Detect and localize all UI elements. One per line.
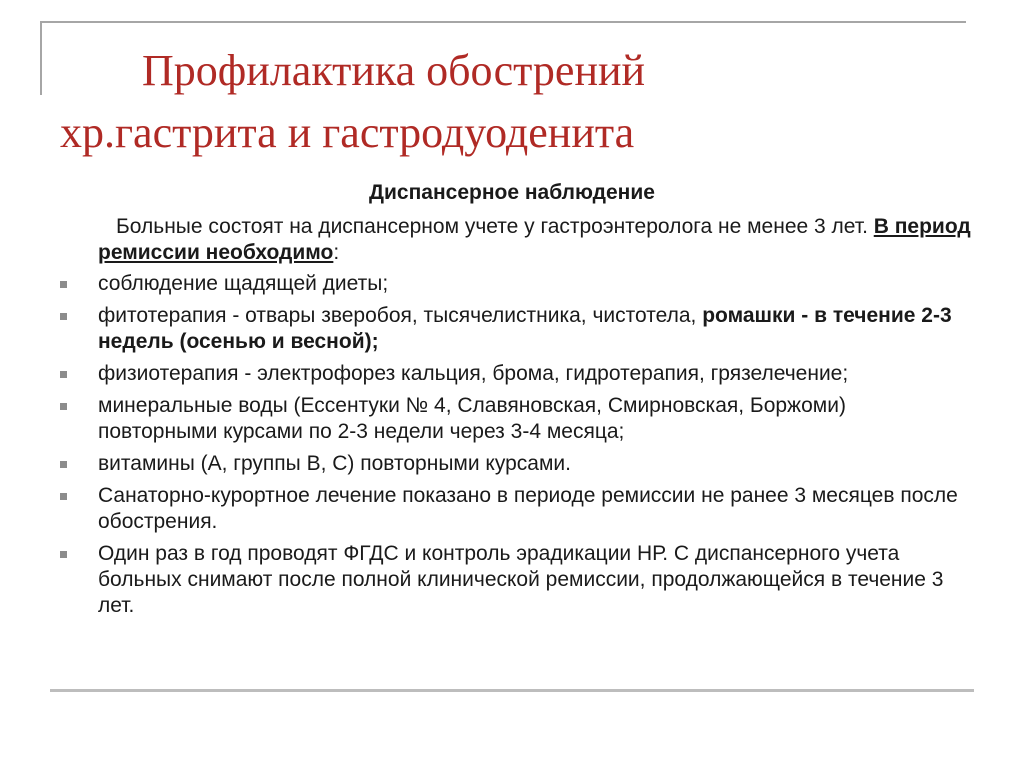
list-item-text: соблюдение щадящей диеты;: [98, 272, 389, 295]
intro-paragraph: [98, 214, 978, 266]
list-item: [0, 303, 958, 355]
recommendation-list: [0, 271, 1024, 625]
list-item: [0, 271, 958, 297]
list-item-text: витамины (А, группы В, С) повторными курсами.: [98, 452, 571, 475]
bullet-icon: [60, 313, 67, 320]
list-item-text: Один раз в год проводят ФГДС и контроль эрадикации НР. С диспансерного учета больных снимают после полной клинической ремиссии, продолжающейся в течение 3 лет.: [98, 542, 944, 617]
bullet-icon: [60, 461, 67, 468]
intro-suffix: :: [333, 241, 340, 264]
slide-frame-top-rule: [40, 21, 966, 23]
slide-bottom-rule: [50, 689, 974, 692]
slide-title-line2: хр.гастрита и гастродуоденита: [60, 108, 635, 157]
bullet-icon: [60, 551, 67, 558]
list-item-bold-text: ромашки - в течение 2-3 недель (осенью и весной);: [98, 304, 952, 353]
bullet-icon: [60, 493, 67, 500]
intro-emphasis: В период ремиссии необходимо: [98, 215, 971, 264]
slide-title: [60, 40, 960, 164]
list-item-text: Санаторно-курортное лечение показано в периоде ремиссии не ранее 3 месяцев после обострения.: [98, 484, 958, 533]
list-item-text: минеральные воды (Ессентуки № 4, Славяновская, Смирновская, Боржоми) повторными курсами по 2-3 недели через 3-4 месяца;: [98, 394, 846, 443]
list-item: [0, 483, 958, 535]
list-item: [0, 451, 958, 477]
slide-title-line1: Профилактика обострений: [142, 46, 646, 95]
list-item: [0, 361, 958, 387]
bullet-icon: [60, 281, 67, 288]
list-item-text: физиотерапия - электрофорез кальция, брома, гидротерапия, грязелечение;: [98, 362, 849, 385]
bullet-icon: [60, 371, 67, 378]
intro-text: Больные состоят на диспансерном учете у гастроэнтеролога не менее 3 лет.: [116, 215, 874, 238]
list-item-text: фитотерапия - отвары зверобоя, тысячелистника, чистотела,: [98, 304, 703, 327]
section-heading: Диспансерное наблюдение: [369, 181, 655, 204]
slide-frame-left-rule: [40, 21, 42, 95]
list-item: [0, 541, 958, 619]
bullet-icon: [60, 403, 67, 410]
list-item: [0, 393, 958, 445]
